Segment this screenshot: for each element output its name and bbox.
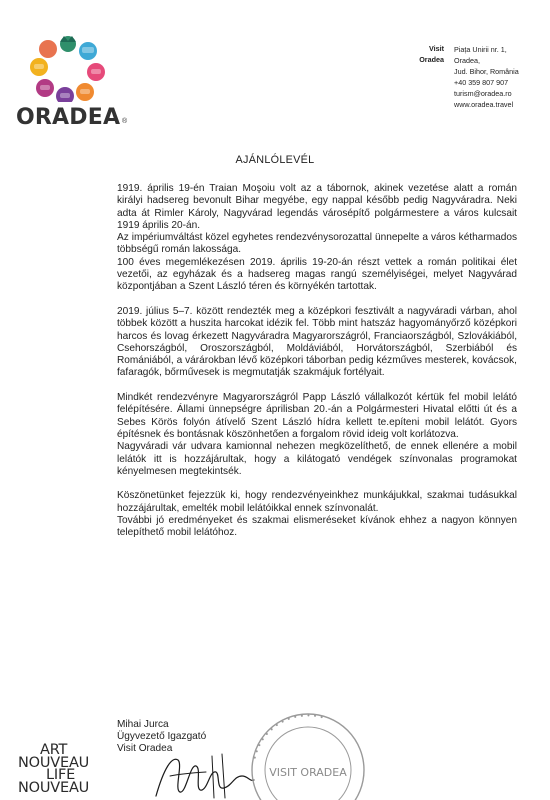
signer-organization: Visit Oradea (117, 743, 173, 755)
contact-details (454, 44, 519, 111)
registered-mark-icon: ® (122, 118, 128, 125)
anll-line: NOUVEAU (18, 754, 90, 771)
signer-role: Ügyvezető Igazgató (117, 731, 207, 743)
letter-title: AJÁNLÓLEVÉL (235, 154, 315, 166)
contact-org-line: Oradea (419, 54, 444, 64)
letter-body (117, 183, 517, 540)
paragraph: Mindkét rendezvényre Magyarországról Papp László vállalkozót kértük fel mobil lelátó felépítésére. Állami ünnepségre áprilisban 20.-án a Polgármesteri Hivatal előtti út és a Sebes Körös folyón átívelő Szent László hídra kellett te.epíteni mobil lelátót. Gyors építésnek és bontásnak köszönhetően a forgalom rövid ideig volt korlátozva. (117, 392, 517, 440)
paragraph: 100 éves megemlékezésen 2019. április 19-20-án részt vettek a román politikai élet vezetői, az egyházak és a hadsereg magas rangú személyiségei, melyet Nagyvárad központjában a Szent László téren és környékén tartottak. (117, 256, 517, 293)
contact-org-line: Visit (428, 44, 444, 53)
paragraph: 2019. július 5–7. között rendezték meg a középkori fesztivált a nagyváradi várban, ahol többek között a huszita harcokat idézik fel. Több mint hatszáz hagyományőrző középkori harcos és lovag érkezett Nagyváradra Magyarországról, Franciaországból, Szlovákiából, Csehországból, Oroszországból, Moldáviából, Horvátországból, Szerbiából és Romániából, a várárokban lévő középkori táborban pedig kézműves mesterek, kovácsok, fafaragók, bőrművesek is megmutatják szakmájuk fortélyait. (117, 305, 517, 379)
art-nouveau-life-logo (18, 744, 89, 794)
signer-name: Mihai Jurca (117, 719, 169, 730)
paragraph: 1919. április 19-én Traian Moşoiu volt az a tábornok, akinek vezetése alatt a román királyi hadsereg bevonult Bihar megyébe, egy nappal később pedig Nagyváradra. Neki adta át Rimler Károly, Nagyvárad legendás városépítő polgármestere a város kulcsait 1919 április 20-án. (117, 183, 517, 231)
contact-address-line: Piața Unirii nr. 1, (454, 45, 507, 54)
contact-website: www.oradea.travel (454, 100, 514, 110)
contact-email: turism@oradea.ro (454, 89, 512, 99)
stamp-text: VISIT ORADEA (269, 766, 347, 779)
anll-line: NOUVEAU (18, 779, 90, 796)
anll-line: LIFE (46, 767, 76, 784)
oradea-crown-mark-icon (30, 36, 106, 102)
anll-line: ART (40, 742, 68, 758)
oradea-logo (16, 36, 128, 132)
paragraph: Köszönetünket fejezzük ki, hogy rendezvényeinkhez munkájukkal, szakmai tudásukkal hozzájárultak, emelték mobil lelátóikkal ennek színvonalát. (117, 490, 517, 514)
paragraph: Nagyváradi vár udvara kamionnal nehezen megközelíthető, de ennek ellenére a mobil lelátók itt is hozzájárultak, hogy a kilátogató vendégek színvonalas programokat kényelmesen megtekintsék. (117, 441, 517, 477)
paragraph: További jó eredményeket és szakmai elismeréseket kívánok ehhez a nagyon könnyen telepíthető mobil lelátóhoz. (117, 515, 517, 539)
contact-city-line: Oradea, (454, 56, 480, 66)
paragraph: Az impériumváltást közel egyhetes rendezvénysorozattal ünnepelte a város kétharmados többségű román lakossága. (117, 232, 517, 256)
contact-organization (406, 44, 444, 65)
official-stamp (238, 704, 378, 800)
contact-phone: +40 359 807 907 (454, 78, 509, 88)
logo-wordmark: ORADEA (16, 105, 121, 130)
contact-county-line: Jud. Bihor, România (454, 67, 519, 77)
svg-text:• • • • • • • • • • • • • •: • • • • • • • • • • • • • • (251, 711, 325, 761)
